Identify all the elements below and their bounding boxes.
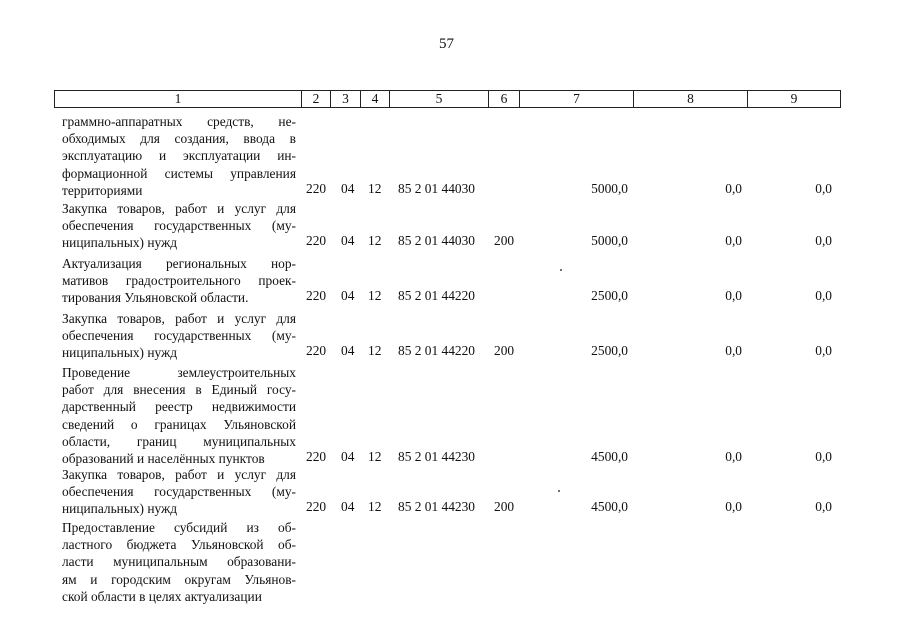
cell-c9: 0,0: [815, 233, 832, 249]
row-description: [62, 200, 296, 252]
cell-c2: 220: [306, 343, 327, 359]
row-description: [62, 255, 296, 307]
description-line: обеспечения государственных (му-: [62, 328, 296, 344]
row-description: [62, 519, 296, 605]
cell-c5: 85 2 01 44230: [398, 449, 475, 464]
scan-speck: [558, 490, 560, 492]
header-col-4: 4: [361, 91, 390, 108]
description-line: сведений о границах Ульяновской: [62, 416, 296, 432]
description-line: формационной системы управления: [62, 165, 296, 181]
cell-c7: 5000,0: [591, 180, 628, 196]
description-line: граммно-аппаратных средств, не-: [62, 114, 296, 129]
header-col-9: 9: [748, 91, 841, 108]
cell-c8: 0,0: [725, 233, 742, 249]
cell-c7: 4500,0: [591, 449, 628, 464]
cell-c2: 220: [306, 233, 327, 249]
description-line: ласти муниципальным образовани-: [62, 554, 296, 570]
cell-c4: 12: [368, 180, 382, 196]
description-line: работ для внесения в Единый госу-: [62, 382, 296, 398]
cell-c5: 85 2 01 44220: [398, 343, 475, 359]
cell-c3: 04: [341, 233, 355, 249]
cell-c5: 85 2 01 44230: [398, 499, 475, 515]
description-line: обеспечения государственных (му-: [62, 484, 296, 500]
description-line: мативов градостроительного проек-: [62, 273, 296, 289]
cell-c5: 85 2 01 44220: [398, 288, 475, 304]
description-line: Предоставление субсидий из об-: [62, 520, 296, 535]
cell-c5: 85 2 01 44030: [398, 233, 475, 249]
description-line: Закупка товаров, работ и услуг для: [62, 201, 296, 216]
cell-c6: 200: [494, 343, 515, 359]
cell-c7: 5000,0: [591, 233, 628, 249]
cell-c9: 0,0: [815, 288, 832, 304]
cell-c4: 12: [368, 233, 382, 249]
description-line: ластного бюджета Ульяновской об-: [62, 537, 296, 553]
description-line: дарственный реестр недвижимости: [62, 399, 296, 415]
cell-c4: 12: [368, 449, 382, 464]
cell-c8: 0,0: [725, 180, 742, 196]
cell-c4: 12: [368, 343, 382, 359]
description-line: ниципальных) нужд: [62, 501, 178, 517]
cell-c9: 0,0: [815, 180, 832, 196]
cell-c2: 220: [306, 449, 327, 464]
cell-c8: 0,0: [725, 499, 742, 515]
description-line: ниципальных) нужд: [62, 345, 178, 361]
description-line: Актуализация региональных нор-: [62, 256, 296, 271]
cell-c2: 220: [306, 288, 327, 304]
cell-c8: 0,0: [725, 288, 742, 304]
cell-c4: 12: [368, 499, 382, 515]
description-line: Проведение землеустроительных: [62, 365, 296, 380]
cell-c9: 0,0: [815, 343, 832, 359]
description-line: тирования Ульяновской области.: [62, 290, 249, 306]
row-description: [62, 113, 296, 199]
cell-c6: 200: [494, 233, 515, 249]
cell-c2: 220: [306, 499, 327, 515]
scan-speck: [560, 269, 562, 271]
description-line: образований и населённых пунктов: [62, 451, 265, 467]
description-line: ям и городским округам Ульянов-: [62, 571, 296, 587]
column-header-row: [54, 90, 841, 108]
cell-c9: 0,0: [815, 499, 832, 515]
cell-c3: 04: [341, 180, 355, 196]
cell-c7: 4500,0: [591, 499, 628, 515]
cell-c7: 2500,0: [591, 288, 628, 304]
cell-c5: 85 2 01 44030: [398, 180, 475, 196]
cell-c4: 12: [368, 288, 382, 304]
description-line: эксплуатацию и эксплуатации ин-: [62, 148, 296, 164]
header-col-3: 3: [331, 91, 361, 108]
cell-c6: 200: [494, 499, 515, 515]
cell-c8: 0,0: [725, 449, 742, 464]
cell-c3: 04: [341, 499, 355, 515]
header-col-7: 7: [520, 91, 634, 108]
header-col-6: 6: [489, 91, 520, 108]
header-col-8: 8: [634, 91, 748, 108]
cell-c2: 220: [306, 180, 327, 196]
row-description: [62, 310, 296, 362]
cell-c3: 04: [341, 449, 355, 464]
cell-c3: 04: [341, 288, 355, 304]
row-description: [62, 364, 296, 467]
row-description: [62, 466, 296, 518]
header-col-5: 5: [390, 91, 489, 108]
cell-c9: 0,0: [815, 449, 832, 464]
description-line: ской области в целях актуализации: [62, 588, 262, 604]
description-line: Закупка товаров, работ и услуг для: [62, 311, 296, 326]
description-line: обеспечения государственных (му-: [62, 218, 296, 234]
cell-c8: 0,0: [725, 343, 742, 359]
header-col-2: 2: [302, 91, 331, 108]
page-number: 57: [439, 36, 454, 52]
description-line: области, границ муниципальных: [62, 433, 296, 449]
description-line: ниципальных) нужд: [62, 235, 178, 251]
header-col-1: 1: [55, 91, 302, 108]
description-line: Закупка товаров, работ и услуг для: [62, 467, 296, 482]
cell-c3: 04: [341, 343, 355, 359]
description-line: территориями: [62, 182, 143, 198]
cell-c7: 2500,0: [591, 343, 628, 359]
description-line: обходимых для создания, ввода в: [62, 131, 296, 147]
